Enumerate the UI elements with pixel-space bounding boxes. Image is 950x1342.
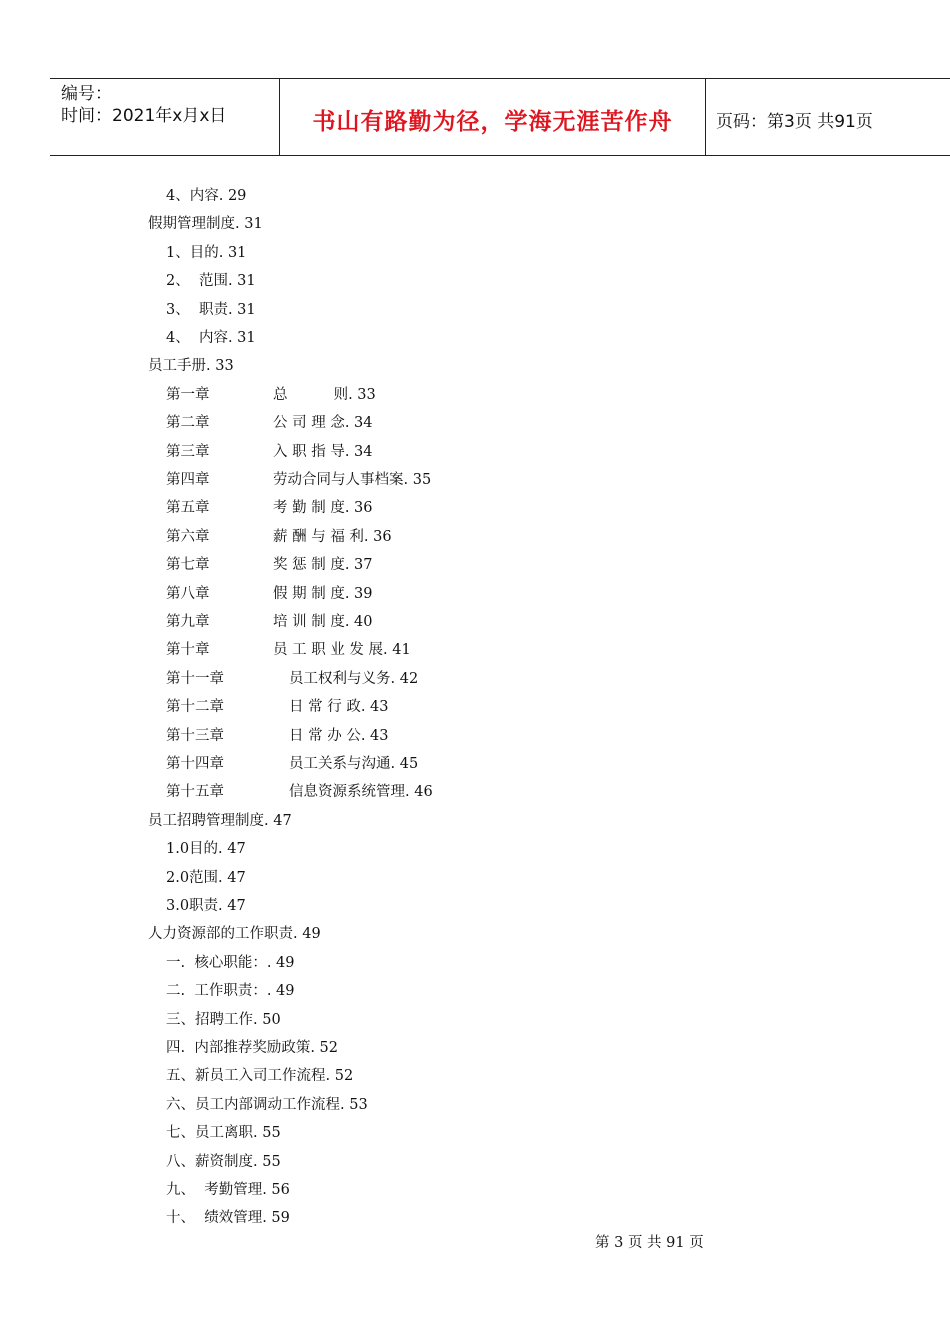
toc-chapter-label: 第二章: [166, 415, 210, 432]
toc-entry[interactable]: [166, 466, 431, 494]
toc-chapter-label: 第三章: [166, 443, 210, 460]
toc-entry-text: 考 勤 制 度. 36: [273, 500, 373, 517]
toc-entry[interactable]: [166, 551, 373, 579]
toc-entry-text: 员工招聘管理制度. 47: [148, 812, 292, 829]
toc-chapter-label: 第十三章: [166, 727, 224, 744]
toc-entry-text: 2、 范围. 31: [166, 273, 256, 290]
toc-entry-text: 劳动合同与人事档案. 35: [273, 472, 432, 488]
page-header: [50, 78, 950, 156]
toc-entry-text: 员 工 职 业 发 展. 41: [273, 642, 411, 659]
toc-entry[interactable]: [166, 722, 389, 750]
toc-entry-text: 员工权利与义务. 42: [289, 670, 419, 687]
toc-entry-text: 八、薪资制度. 55: [166, 1153, 281, 1170]
toc-chapter-label: 第九章: [166, 614, 210, 630]
toc-entry[interactable]: [166, 977, 295, 1005]
toc-entry[interactable]: [148, 920, 321, 948]
toc-entry-text: 2.0范围. 47: [166, 869, 246, 886]
toc-entry-text: 四. 内部推荐奖励政策. 52: [166, 1040, 338, 1056]
toc-entry[interactable]: [148, 210, 263, 238]
toc-entry-text: 3.0职责. 47: [166, 898, 246, 914]
toc-chapter-label: 第四章: [166, 472, 210, 488]
toc-entry[interactable]: [166, 381, 376, 409]
toc-entry-text: 入 职 指 导. 34: [273, 443, 373, 460]
toc-entry[interactable]: [166, 750, 418, 778]
toc-entry[interactable]: [166, 580, 373, 608]
toc-entry[interactable]: [166, 267, 256, 295]
time-label: 时间：2021年x月x日: [61, 106, 227, 126]
toc-entry-text: 日 常 办 公. 43: [289, 727, 389, 744]
toc-chapter-label: 第十四章: [166, 756, 224, 772]
toc-entry-text: 假期管理制度. 31: [148, 216, 263, 233]
toc-entry[interactable]: [166, 608, 373, 636]
toc-entry-text: 员工手册. 33: [148, 358, 234, 375]
toc-chapter-label: 第十章: [166, 642, 210, 659]
header-meta: [50, 79, 280, 155]
toc-entry[interactable]: [166, 864, 246, 892]
number-label: 编号：: [61, 84, 112, 104]
toc-entry-text: 一. 核心职能：. 49: [166, 954, 295, 971]
toc-entry-text: 人力资源部的工作职责. 49: [148, 926, 321, 943]
toc-entry[interactable]: [166, 1062, 353, 1090]
header-motto: 书山有路勤为径，学海无涯苦作舟: [280, 79, 706, 155]
toc-entry[interactable]: [148, 807, 292, 835]
toc-entry-text: 1、目的. 31: [166, 244, 247, 261]
toc-entry-text: 六、员工内部调动工作流程. 53: [166, 1096, 368, 1113]
toc-entry-text: 薪 酬 与 福 利. 36: [273, 528, 392, 545]
toc-entry-text: 员工关系与沟通. 45: [289, 756, 419, 772]
toc-entry-text: 公 司 理 念. 34: [273, 415, 373, 432]
toc-chapter-label: 第七章: [166, 557, 210, 574]
toc-entry-text: 九、 考勤管理. 56: [166, 1182, 290, 1198]
toc-entry[interactable]: [166, 409, 373, 437]
toc-entry[interactable]: [166, 1176, 290, 1204]
toc-chapter-label: 第五章: [166, 500, 210, 517]
toc-entry[interactable]: [166, 949, 295, 977]
toc-entry[interactable]: [166, 1119, 281, 1147]
toc-entry[interactable]: [166, 523, 392, 551]
toc-entry-text: 培 训 制 度. 40: [273, 614, 373, 630]
toc-entry-text: 4、内容. 29: [166, 188, 247, 204]
toc-entry-text: 日 常 行 政. 43: [289, 699, 389, 716]
toc-entry-text: 假 期 制 度. 39: [273, 585, 373, 602]
toc-entry-text: 三、招聘工作. 50: [166, 1011, 281, 1028]
toc-entry-text: 1.0目的. 47: [166, 841, 246, 858]
toc-chapter-label: 第十二章: [166, 699, 224, 716]
toc-entry-text: 五、新员工入司工作流程. 52: [166, 1068, 354, 1085]
toc-entry[interactable]: [166, 1006, 281, 1034]
toc-entry[interactable]: [166, 438, 373, 466]
toc-entry[interactable]: [166, 1148, 281, 1176]
toc-entry-text: 总 则. 33: [273, 386, 376, 403]
toc-chapter-label: 第八章: [166, 585, 210, 602]
toc-entry-text: 十、 绩效管理. 59: [166, 1210, 290, 1227]
toc-chapter-label: 第六章: [166, 528, 210, 545]
toc-entry[interactable]: [166, 1034, 338, 1062]
toc-entry[interactable]: [166, 778, 433, 806]
toc-entry[interactable]: [166, 636, 411, 664]
toc-entry[interactable]: [148, 352, 234, 380]
toc-entry-text: 七、员工离职. 55: [166, 1125, 281, 1142]
toc-entry-text: 二. 工作职责：. 49: [166, 983, 295, 1000]
page-footer: 第 3 页 共 91 页: [595, 1235, 704, 1251]
toc-entry[interactable]: [166, 665, 418, 693]
toc-entry[interactable]: [166, 892, 246, 920]
toc-entry-text: 3、 职责. 31: [166, 301, 256, 318]
toc-entry-text: 信息资源系统管理. 46: [289, 784, 433, 801]
toc-entry[interactable]: [166, 182, 246, 210]
toc-chapter-label: 第一章: [166, 386, 210, 403]
header-page-indicator: 页码：第3页 共91页: [716, 111, 873, 132]
toc-entry[interactable]: [166, 494, 373, 522]
toc-entry[interactable]: [166, 1091, 368, 1119]
toc-entry[interactable]: [166, 296, 256, 324]
toc-entry[interactable]: [166, 1204, 290, 1232]
toc-chapter-label: 第十一章: [166, 670, 224, 687]
toc-entry[interactable]: [166, 693, 389, 721]
toc-entry[interactable]: [166, 324, 256, 352]
toc-entry-text: 奖 惩 制 度. 37: [273, 557, 373, 574]
toc-entry[interactable]: [166, 239, 246, 267]
toc-chapter-label: 第十五章: [166, 784, 224, 801]
toc-entry[interactable]: [166, 835, 246, 863]
toc-entry-text: 4、 内容. 31: [166, 330, 256, 346]
